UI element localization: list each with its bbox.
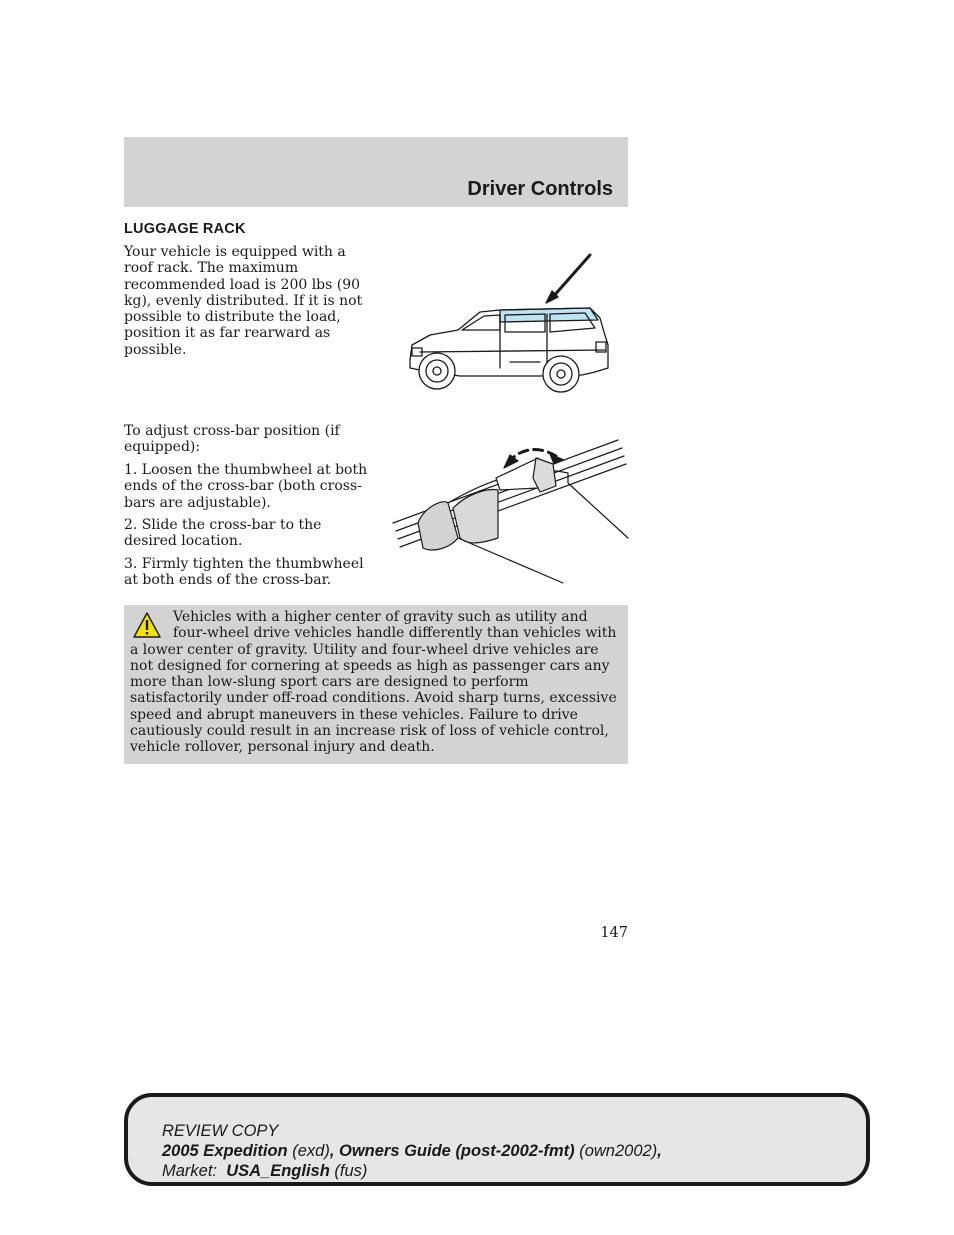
footer-review-box: [124, 1093, 870, 1186]
warning-text-block: [130, 609, 618, 756]
footer-market-line: Market: USA_English (fus): [162, 1162, 368, 1180]
intro-paragraph: Your vehicle is equipped with a roof rack. The maximum recommended load is 200 lbs (90 kg), evenly distributed. If it is not possible to distribute the load, position it as far rearward as possible.: [124, 244, 363, 358]
adjust-intro-paragraph: To adjust cross-bar position (if equipped):: [124, 423, 340, 456]
step-3: 3. Firmly tighten the thumbwheel at both ends of the cross-bar.: [124, 556, 364, 589]
step-1: 1. Loosen the thumbwheel at both ends of the cross-bar (both cross-bars are adjustable).: [124, 462, 368, 511]
page-title: Driver Controls: [467, 178, 613, 200]
cross-bar-thumbwheel-illustration: [388, 428, 630, 588]
section-heading: LUGGAGE RACK: [124, 221, 246, 237]
warning-text: Vehicles with a higher center of gravity such as utility and four-wheel drive vehicles handle differently than vehicles with a lower center of gravity. Utility and four-wheel drive vehicles are not designed for cornering at speeds as high as passenger cars any more than low-slung sport cars are designed to perform satisfactorily under off-road conditions. Avoid sharp turns, excessive speed and abrupt maneuvers in these vehicles. Failure to drive cautiously could result in an increase risk of loss of vehicle control, vehicle rollover, personal injury and death.: [130, 609, 617, 756]
review-copy-label: REVIEW COPY: [162, 1122, 279, 1140]
footer-model-line: 2005 Expedition (exd), Owners Guide (post-2002-fmt) (own2002),: [162, 1142, 662, 1160]
warning-box: [124, 605, 628, 764]
header-band: [124, 137, 628, 207]
footer-text: [162, 1121, 662, 1181]
page-number: 147: [600, 925, 628, 941]
step-2: 2. Slide the cross-bar to the desired location.: [124, 517, 322, 550]
suv-roof-rack-illustration: [400, 250, 615, 400]
